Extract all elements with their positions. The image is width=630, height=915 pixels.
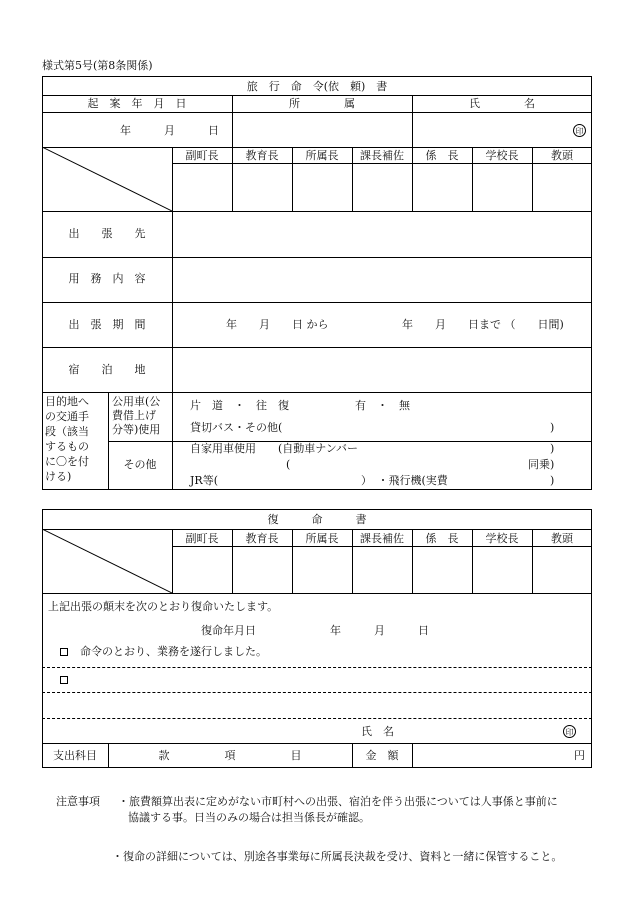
completed-label: 命令のとおり、業務を遂行しました。 (80, 645, 267, 658)
amount-label: 金 額 (365, 749, 399, 762)
approver-dept-head: 所属長 (305, 149, 339, 162)
approver-head-teacher: 教頭 (551, 149, 573, 162)
other-transport-label: その他 (123, 458, 157, 471)
report-approver-head-teacher: 教頭 (551, 532, 573, 545)
note-1-line-2: 協議する事。日当のみの場合は担当係長が確認。 (128, 811, 370, 824)
form-number: 様式第5号(第8条関係) (42, 59, 153, 72)
period-label: 出 張 期 間 (68, 318, 146, 331)
approver-assistant-chief: 課長補佐 (360, 149, 404, 162)
report-approver-dept-head: 所属長 (305, 532, 339, 545)
period-from: 年 月 日 から (226, 318, 329, 331)
report-approver-superintendent: 教育長 (245, 532, 279, 545)
destination-label: 出 張 先 (68, 227, 146, 240)
draft-date-header: 起 案 年 月 日 (87, 97, 187, 110)
expense-items-label: 款 項 目 (158, 749, 302, 762)
report-approver-section-chief: 係 長 (425, 532, 459, 545)
draft-date-value: 年 月 日 (120, 124, 219, 137)
diagonal-line-cell (42, 147, 172, 211)
report-approver-vice-mayor: 副町長 (185, 532, 219, 545)
report-title: 復 命 書 (267, 513, 367, 526)
name-header: 氏 名 (469, 97, 535, 110)
lodging-field[interactable] (172, 347, 592, 392)
notes-label: 注意事項 (56, 795, 100, 808)
report-name-label: 氏 名 (361, 725, 394, 738)
approver-principal: 学校長 (485, 149, 519, 162)
private-car-option[interactable]: 自家用車使用 (自動車ナンバー (190, 442, 358, 455)
report-approver-assistant-chief: 課長補佐 (360, 532, 404, 545)
note-1-line-1: ・旅費額算出表に定めがない市町村への出張、宿泊を伴う出張については人事係と事前に (118, 795, 558, 808)
department-field[interactable] (232, 112, 412, 147)
jr-airplane-option[interactable]: JR等( ） ・飛行機(実費 (190, 474, 448, 487)
completed-checkbox[interactable] (60, 648, 68, 656)
destination-field[interactable] (172, 211, 592, 257)
report-date-label: 復命年月日 (201, 624, 256, 637)
other-checkbox[interactable] (60, 676, 68, 684)
order-title: 旅 行 命 令(依 頼) 書 (246, 80, 388, 93)
name-field[interactable] (412, 112, 592, 147)
report-statement: 上記出張の顛末を次のとおり復命いたします。 (48, 600, 279, 613)
report-seal-icon: 印 (563, 725, 576, 738)
expense-account-label: 支出科目 (53, 749, 97, 762)
co-riders-label: 同乗) (528, 458, 555, 471)
name-seal-icon: 印 (573, 124, 586, 137)
yen-unit: 円 (574, 749, 585, 762)
approver-vice-mayor: 副町長 (185, 149, 219, 162)
report-date-value: 年 月 日 (330, 624, 429, 637)
department-header: 所 属 (289, 97, 355, 110)
report-approver-principal: 学校長 (485, 532, 519, 545)
purpose-field[interactable] (172, 257, 592, 302)
lodging-label: 宿 泊 地 (68, 363, 146, 376)
period-to: 年 月 日まで （ 日間) (402, 318, 564, 331)
note-2: ・復命の詳細については、別途各事業毎に所属長決裁を受け、資料と一緒に保管すること。 (112, 850, 563, 863)
trip-type-options[interactable]: 片 道 ・ 往 復 有 ・ 無 (190, 399, 410, 412)
approver-superintendent: 教育長 (245, 149, 279, 162)
purpose-label: 用 務 内 容 (68, 272, 146, 285)
report-diagonal-cell (42, 529, 172, 593)
charter-bus-option[interactable]: 貸切バス・その他( (190, 421, 283, 434)
approver-section-chief: 係 長 (425, 149, 459, 162)
